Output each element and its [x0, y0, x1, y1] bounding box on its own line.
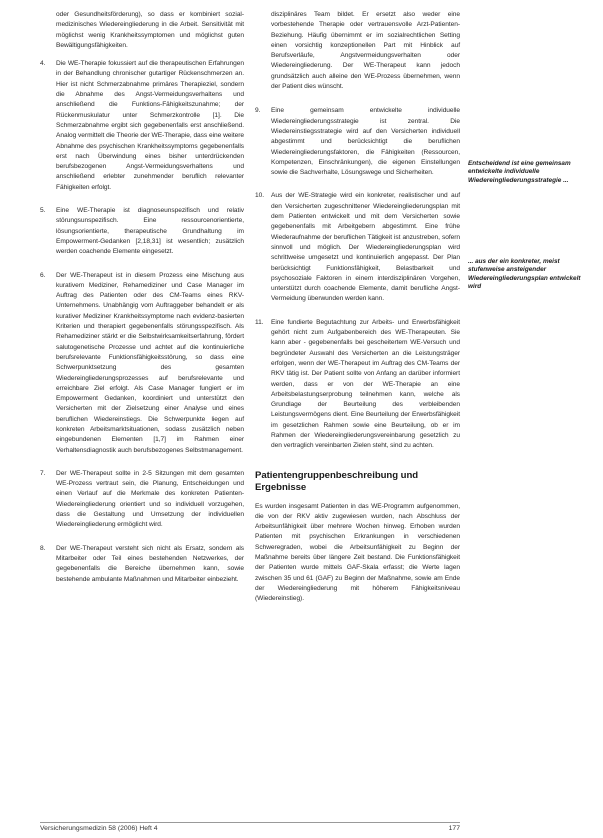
list-item-text: Der WE-Therapeut sollte in 2-5 Sitzungen mit dem gesamten WE-Prozess vertraut sein, die Planung, Entscheidungen und einen Verlauf auf die Merkmale des konkreten Patienten-Wiedereingliederung orientiert und so individuell vorzugehen, dass die Gestaltung und Umsetzung der individuellen Wiedereingliederung ermöglicht wird. — [56, 469, 244, 529]
results-paragraph: Es wurden insgesamt Patienten in das WE-Programm aufgenommen, die von der RKV aktiv zugewiesen wurden, nach Abschluss der Arbeitsunfähigkeit über mehrere Wochen hinweg. Erhoben wurden Patienten mit psychischen Erkrankungen in verschiedenen Schweregraden, wobei die Arbeitsunfähigkeit zu Beginn der Maßnahme bereits über längere Zeit bestand. Die Funktionsfähigkeit der Patienten wurde mittels GAF-Skala erfasst; die Werte lagen zwischen 35 und 61 (GAF) zu Beginn der Maßnahme, sowie am Ende der Wiedereingliederung mit höherem Fähigkeitsniveau (Wiedereinstieg). — [255, 502, 460, 603]
list-item-number: 9. — [255, 107, 261, 115]
list-item-number: 11. — [255, 318, 264, 326]
list-item-text: Der WE-Therapeut versteht sich nicht als Ersatz, sondern als Mitarbeiter oder Teil eines bestehenden Netzwerkes, der gegebenenfalls die Bereiche übernehmen kann, sowie bestehende ambulante Maßnahmen und Mitarbeiter einbezieht. — [56, 544, 244, 583]
list-item-number: 5. — [40, 207, 46, 215]
footer-divider — [40, 822, 460, 823]
list-item — [40, 544, 244, 585]
list-item — [40, 271, 244, 456]
list-item — [40, 206, 244, 257]
section-heading: Patientengruppenbeschreibung und Ergebnisse — [255, 469, 419, 493]
list-item-number: 10. — [255, 192, 265, 200]
list-item — [40, 469, 244, 531]
list-item — [40, 59, 244, 193]
left-intro-paragraph: oder Gesundheitsförderung), so dass er kombiniert sozial-medizinisches Wiedereingliederung in die Arbeit. Sensitivität mit möglichst wenig Krankheitssymptomen und möglichst guten Bewältigungsfähigkeiten. — [56, 11, 244, 49]
margin-note: Entscheidend ist eine gemeinsam entwickelte individuelle Wiedereingliederungsstrategie ... — [468, 160, 571, 184]
list-item — [255, 106, 460, 178]
right-continuation-paragraph: disziplinäres Team bildet. Er ersetzt also weder eine vorbestehende Therapie oder vertrauensvolle Arzt-Patienten-Beziehung. Häufig übernimmt er im sozialrechtlichen Setting einen vorsichtig konzeptionellen Part mit Hinblick auf Berufsverläufe, Angstvermeidungsverhalten oder Wiedereingliederung. Der WE-Therapeut kann jedoch grundsätzlich auch alleine den WE-Prozess übernehmen, wenn der Patient dies wünscht. — [271, 11, 460, 91]
footer-journal-citation: Versicherungsmedizin 58 (2006) Heft 4 — [40, 825, 158, 832]
list-item — [255, 191, 460, 304]
margin-note: ... aus der ein konkreter, meist stufenweise ansteigender Wiedereingliederungsplan entwickelt wird — [468, 258, 581, 291]
list-item-number: 6. — [40, 271, 46, 279]
list-item-text: Aus der WE-Strategie wird ein konkreter, realistischer und auf den Versicherten zugeschnittener Wiedereingliederungsplan mit dem Patienten entwickelt und mit dem Versicherten sowie gegebenenfalls mit Arbeitgebern abgestimmt. Eine frühe Wiederaufnahme der beruflichen Tätigkeit ist anzustreben, sofern sinnvoll und möglich. Der Wiedereingliederungsplan wird schrittweise umgesetzt und kontinuierlich angepasst. Der Plan berücksichtigt Funktionsfähigkeit, Belastbarkeit und psychosoziale Faktoren in einem interdisziplinären Vorgehen, unterstützt durch coachende Elemente, damit berufliche Angst-Vermeidung überwunden werden kann. — [271, 192, 460, 303]
list-item-text: Eine WE-Therapie ist diagnoseunspezifisch und relativ störungsunspezifisch. Eine ressourcenorientierte, lösungsorientierte, therapeutische Grundhaltung im Empowerment-Gedanken [2,18,31] ist wesentlich; zusätzlich werden coachende Elemente eingesetzt. — [56, 207, 244, 256]
list-item-number: 7. — [40, 469, 46, 477]
right-column — [255, 10, 460, 613]
list-item-text: Der WE-Therapeut ist in diesem Prozess eine Mischung aus kurativem Mediziner, Rehamediziner und Case Manager im Auftrag des Patienten oder des CM-Teams eines RKV-Unternehmens. Unabhängig vom Auftraggeber behandelt er als kurativer Mediziner Krankheitssymptome nach evidenz-basierten Kriterien und therapiert gegebenenfalls störungsspezifisch. Als Rehamediziner stärkt er die Selbstwirksamkeitserfahrung, fördert salutogenetische Prozesse und achtet auf die kontinuierliche berufsrelevante Funktionsfähigkeitsstörung, so dass eine Schwerpunktsetzung des gesamten Wiedereingliederungsprozesses auf berufsrelevante und erreichbare Ziel erfolgt. Als Case Manager fungiert er im Empowerment Gedanken, koordiniert und unterstützt den Versicherten mit der Zielsetzung einer Analyse und eines beruflichen Wiedereinstiegs. Die Schwerpunkte liegen auf konkreten Arbeitsmarktsituationen, sodass zusätzlich neben eingebundenen Elementen [1,7] im Rahmen einer Verhaltensdiagnostik auch berufsbezogenes Selbstmanagement. — [56, 271, 244, 454]
list-item — [255, 318, 460, 452]
page-number: 177 — [448, 825, 460, 832]
list-item-text: Eine gemeinsam entwickelte individuelle Wiedereingliederungsstrategie ist zentral. Die Wiedereinstiegsstrategie wird auf den Versicherten individuell abgestimmt und berücksichtigt die beruflichen Wiedereingliederungsfaktoren, die Fähigkeiten (Ressourcen, Kompetenzen, Einschränkungen), die eigenen Einstellungen sowie die Sachverhalte, Lösungswege und Sicherheiten. — [271, 107, 460, 177]
list-item-number: 4. — [40, 60, 46, 68]
list-item-text: Eine fundierte Begutachtung zur Arbeits- und Erwerbsfähigkeit gehört nicht zum Aufgabenbereich des WE-Therapeuten. Sie kann aber - gegebenenfalls bei gescheitertem WE-Versuch und begründeter Auswahl des Versicherten an die Leistungsträger erfolgen, wenn der WE-Therapeut im Auftrag des CM-Teams der RKV tätig ist. Der Patient sollte von Anfang an darüber informiert werden, dass er von der WE-Therapie an eine Arbeitsbelastungserprobung teilnehmen kann, welche als Grundlage der Beurteilung des verbleibenden Leistungsvermögens dient. Eine Beurteilung der Erwerbsfähigkeit im gesetzlichen Rahmen sowie eine Beurteilung, ob er im Rahmen der Wiedereingliederungsvereinbarung gesetzlich zu den vertraglich vereinbarten Zielen steht, sind zu achten. — [271, 318, 460, 450]
left-column — [40, 10, 244, 598]
list-item-number: 8. — [40, 544, 46, 552]
list-item-text: Die WE-Therapie fokussiert auf die therapeutischen Erfahrungen in der Behandlung chronischer gutartiger Rückenschmerzen an. Hier ist nicht Schmerzabnahme primäres Therapieziel, sondern die Abnahme des Angst-Vermeidungsverhaltens und anschließend die Funktions-Fähigkeitszunahme; der Rückenmuskulatur unter Schmerzkontrolle [1]. Die Schmerzabnahme ergibt sich gegebenenfalls erst anschließend. Analog vermittelt die Theorie der WE-Therapie, dass eine weitere Abnahme des psychischen Krankheitssymptoms gegebenenfalls erst nach Überwindung eines bisher unterdrückenden berufsbezogenen Angst-Vermeidungsverhaltens und anschließend erlebter zunehmender beruflich relevanter Fähigkeiten erfolgt. — [56, 60, 244, 191]
